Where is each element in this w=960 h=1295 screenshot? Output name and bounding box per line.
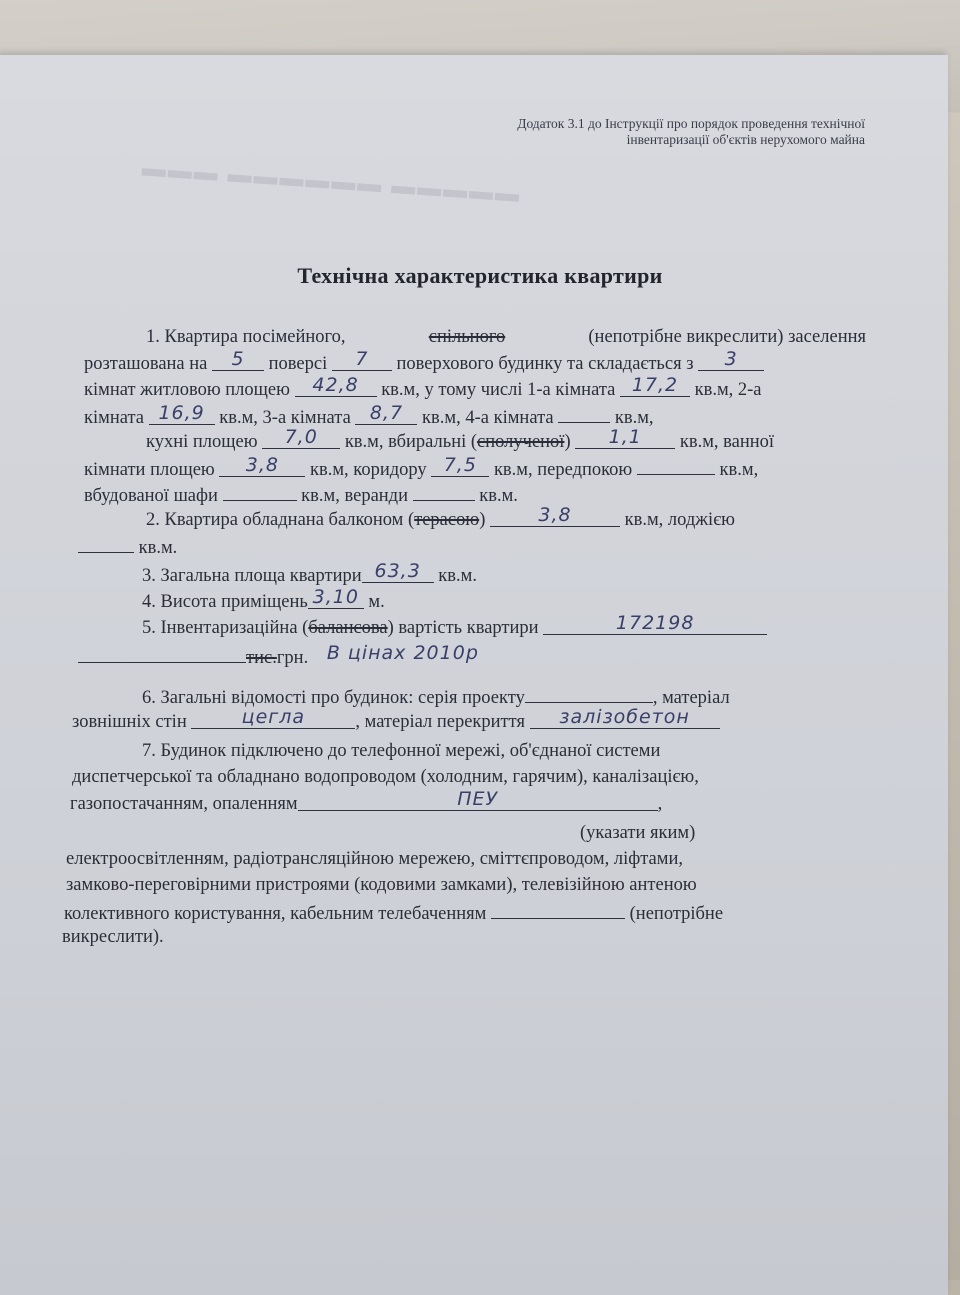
s3-line [142, 562, 477, 589]
living-area-value: 42,8 [312, 374, 359, 396]
series-label: 6. Загальні відомості про будинок: серія проекту [142, 688, 525, 708]
toilet-field[interactable] [575, 428, 675, 449]
sqm-room2-label: кв.м, 2-а [694, 380, 762, 400]
bath-label: кв.м, ванної [679, 432, 775, 452]
walls-value: цегла [241, 706, 306, 728]
series-field[interactable] [525, 682, 653, 703]
corridor-field[interactable] [431, 456, 489, 477]
heating-end: , [657, 794, 663, 814]
floor-field[interactable] [212, 350, 264, 371]
s7-line3 [70, 790, 662, 817]
s5-line1 [142, 614, 767, 641]
s7-line1: 7. Будинок підключено до телефонної мережі, об'єднаної системи [142, 741, 661, 761]
currency-struck: тис. [246, 648, 277, 668]
living-area-label: кімнат житловою площею [84, 380, 290, 400]
walls-label-2: зовнішніх стін [72, 712, 187, 732]
closet-field[interactable] [223, 480, 297, 501]
total-area-value: 63,3 [374, 560, 421, 582]
s1-after-struck: (непотрібне викреслити) заселення [588, 327, 866, 347]
total-area-field[interactable] [362, 562, 434, 583]
heating-hint: (указати яким) [580, 823, 696, 843]
toilet-label: кв.м, вбиральні ( [344, 432, 478, 452]
veranda-field[interactable] [413, 480, 475, 501]
s7-line4: електроосвітленням, радіотрансляційною мережею, сміттєпроводом, ліфтами, [66, 849, 683, 869]
value-struck: балансова [308, 618, 388, 638]
s1-line1 [146, 324, 866, 350]
height-unit: м. [368, 592, 385, 612]
s1-line7 [84, 480, 518, 509]
s1-line4 [84, 402, 654, 431]
floors-total-value: 7 [355, 348, 369, 370]
appendix-note [470, 116, 865, 148]
s7-line2: диспетчерської та обладнано водопроводом (холодним, гарячим), каналізацією, [72, 767, 699, 787]
toilet-struck: сполученої [477, 432, 565, 452]
value-value: 172198 [615, 612, 695, 634]
hall-field[interactable] [637, 454, 715, 475]
veranda-label: кв.м, веранди [301, 486, 408, 506]
building-text: поверхового будинку та складається з [396, 354, 694, 374]
height-value: 3,10 [312, 586, 359, 608]
currency: грн. [276, 648, 309, 668]
price-note: В цінах 2010р [326, 642, 479, 664]
document-title: Технічна характеристика квартири [297, 263, 663, 288]
height-label: 4. Висота приміщень [142, 592, 308, 612]
ceiling-label: , матеріал перекриття [355, 712, 525, 732]
room1-value: 17,2 [631, 374, 679, 396]
s2-sqm-end: кв.м. [138, 538, 178, 558]
balcony-field[interactable] [490, 506, 620, 527]
kitchen-label: кухні площею [146, 432, 258, 452]
loggia-field[interactable] [78, 532, 134, 553]
s1-line3 [84, 376, 762, 403]
rooms-field[interactable] [698, 350, 764, 371]
s2-text: 2. Квартира обладнана балконом ( [146, 510, 415, 530]
ceiling-field[interactable] [530, 708, 720, 729]
room2-value: 16,9 [158, 402, 205, 424]
appendix-line-2: інвентаризації об'єктів нерухомого майна [626, 132, 865, 147]
value-continuation-field[interactable] [78, 642, 246, 663]
s2-line2 [78, 532, 177, 561]
s2-close: ) [479, 510, 486, 530]
room3-field[interactable] [355, 404, 417, 425]
cable-end: (непотрібне [629, 904, 724, 924]
walls-field[interactable] [191, 708, 355, 729]
s1-line6 [84, 454, 758, 483]
toilet-value: 1,1 [608, 426, 642, 448]
value-field[interactable] [543, 614, 767, 635]
s7-line5: замково-переговірними пристроями (кодовими замками), телевізійною антеною [66, 875, 697, 895]
bath-field[interactable] [219, 456, 305, 477]
toilet-close: ) [564, 432, 571, 452]
s1-line5 [146, 428, 774, 455]
heating-field[interactable] [298, 790, 658, 811]
s6-line2 [72, 708, 720, 735]
sqm-label: кв.м, [614, 408, 654, 428]
corridor-label: кв.м, коридору [310, 460, 427, 480]
room2-field[interactable] [149, 404, 215, 425]
room3-label: кв.м, 3-а кімната [219, 408, 351, 428]
room4-label: кв.м, 4-а кімната [422, 408, 554, 428]
kitchen-value: 7,0 [284, 426, 318, 448]
corridor-value: 7,5 [443, 454, 477, 476]
ceiling-value: залізобетон [559, 706, 690, 728]
room1-field[interactable] [620, 376, 690, 397]
walls-label: , матеріал [652, 688, 730, 708]
value-label: 5. Інвентаризаційна ( [142, 618, 309, 638]
living-area-field[interactable] [295, 376, 377, 397]
total-area-label: 3. Загальна площа квартири [142, 566, 362, 586]
cable-label: колективного користування, кабельним телебаченням [64, 904, 487, 924]
floors-total-field[interactable] [332, 350, 392, 371]
hall-label: кв.м, передпокою [493, 460, 633, 480]
rooms-value: 3 [724, 348, 738, 370]
value-label-end: ) вартість квартири [387, 618, 539, 638]
balcony-value: 3,8 [538, 504, 572, 526]
room4-field[interactable] [558, 402, 610, 423]
total-area-unit: кв.м. [438, 566, 477, 586]
located-on-label: розташована на [84, 354, 208, 374]
appendix-line-1: Додаток 3.1 до Інструкції про порядок проведення технічної [517, 116, 865, 131]
sqm-incl-label: кв.м, у тому числі 1-а кімната [381, 380, 616, 400]
s4-line [142, 588, 385, 615]
loggia-label: кв.м, лоджією [624, 510, 735, 530]
kitchen-field[interactable] [262, 428, 340, 449]
s1-intro: 1. Квартира посімейного, [146, 327, 346, 347]
s1-struck-word: спільного [428, 327, 506, 347]
closet-label: вбудованої шафи [84, 486, 218, 506]
room2-label: кімната [84, 408, 144, 428]
s1-line2 [84, 350, 764, 377]
height-field[interactable] [308, 588, 364, 609]
s2-line1 [146, 506, 735, 533]
room3-value: 8,7 [369, 402, 404, 424]
bath-label-2: кімнати площею [84, 460, 215, 480]
bath-value: 3,8 [245, 454, 279, 476]
s2-struck: терасою [414, 510, 480, 530]
floor-value: 5 [231, 348, 245, 370]
floor-label: поверсі [268, 354, 328, 374]
s7-line7: викреслити). [62, 927, 164, 947]
s5-line2 [78, 642, 479, 671]
heating-label: газопостачанням, опаленням [70, 794, 298, 814]
sqm-label-2: кв.м, [719, 460, 759, 480]
bleed-through-text: ▬▬▬ ▬▬▬▬▬▬ ▬▬▬▬▬ [141, 155, 523, 208]
heating-value: ПЕУ [457, 788, 499, 810]
sqm-end-label: кв.м. [479, 486, 518, 506]
s7-line6 [64, 898, 723, 927]
cable-field[interactable] [491, 898, 625, 919]
